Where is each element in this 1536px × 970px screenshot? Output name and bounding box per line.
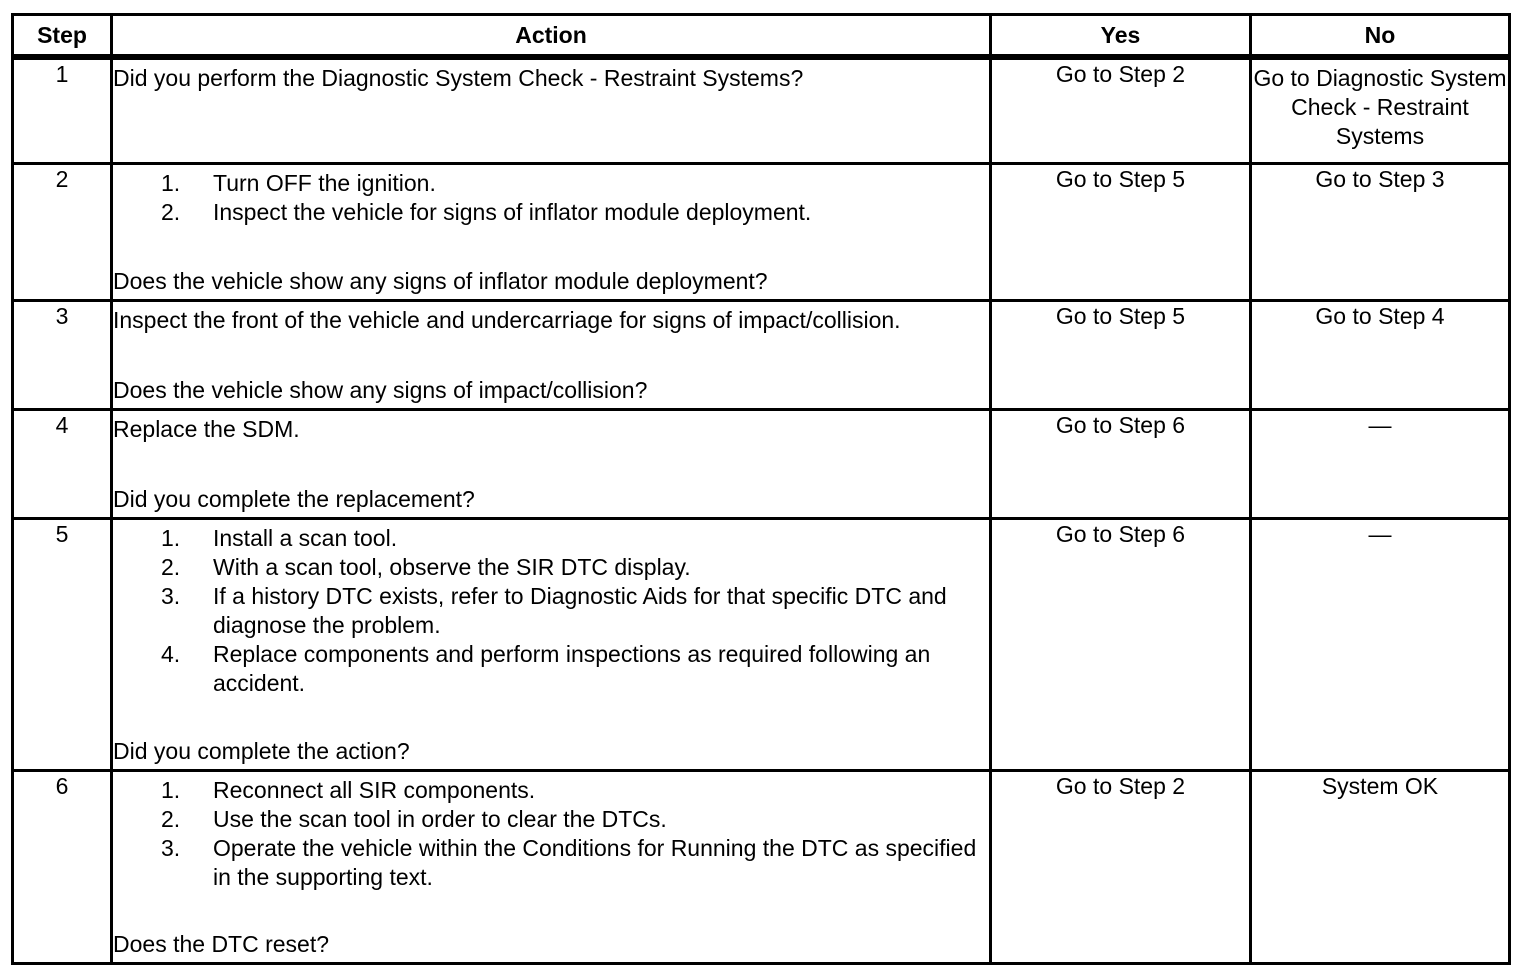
- action-cell: [110, 769, 989, 965]
- table-row: [11, 517, 1511, 769]
- no-cell: Go to Diagnostic System Check - Restraint Systems: [1249, 57, 1511, 162]
- action-cell: [110, 162, 989, 299]
- question-text: Did you complete the replacement?: [113, 486, 475, 512]
- list-item: [113, 805, 989, 834]
- item-text: Replace components and perform inspections as required following an accident.: [213, 641, 931, 696]
- item-text: Inspect the vehicle for signs of inflator module deployment.: [213, 199, 812, 225]
- yes-cell: Go to Step 6: [989, 408, 1249, 517]
- item-text: With a scan tool, observe the SIR DTC display.: [213, 554, 691, 580]
- item-text: If a history DTC exists, refer to Diagnostic Aids for that specific DTC and diagnose the problem.: [213, 583, 947, 638]
- action-text: Replace the SDM.: [113, 416, 300, 442]
- step-number: 4: [11, 408, 110, 517]
- question-text: Does the vehicle show any signs of impact/collision?: [113, 377, 648, 403]
- item-text: Operate the vehicle within the Conditions for Running the DTC as specified in the supporting text.: [213, 835, 977, 890]
- list-item: [113, 776, 989, 805]
- item-number: 3.: [161, 583, 181, 609]
- action-cell: [110, 517, 989, 769]
- yes-cell: Go to Step 2: [989, 57, 1249, 162]
- step-number: 6: [11, 769, 110, 965]
- item-number: 1.: [161, 777, 181, 803]
- item-number: 3.: [161, 835, 181, 861]
- item-number: 1.: [161, 170, 181, 196]
- step-number: 2: [11, 162, 110, 299]
- dash-mark: —: [1368, 521, 1392, 547]
- header-row: [11, 13, 1511, 57]
- yes-cell: Go to Step 5: [989, 162, 1249, 299]
- action-cell: [110, 57, 989, 162]
- item-text: Reconnect all SIR components.: [213, 777, 536, 803]
- table-row: [11, 769, 1511, 965]
- yes-cell: Go to Step 2: [989, 769, 1249, 965]
- instruction-list: [113, 524, 989, 698]
- item-text: Turn OFF the ignition.: [213, 170, 436, 196]
- list-item: [113, 640, 989, 698]
- item-number: 2.: [161, 554, 181, 580]
- list-item: [113, 524, 989, 553]
- header-no: No: [1249, 13, 1511, 57]
- yes-cell: Go to Step 6: [989, 517, 1249, 769]
- list-item: [113, 198, 989, 227]
- question-text: Did you complete the action?: [113, 738, 410, 764]
- item-text: Use the scan tool in order to clear the DTCs.: [213, 806, 667, 832]
- instruction-list: [113, 169, 989, 227]
- no-cell: [1249, 517, 1511, 769]
- action-cell: [110, 299, 989, 408]
- action-cell: [110, 408, 989, 517]
- item-number: 2.: [161, 806, 181, 832]
- action-text: Did you perform the Diagnostic System Check - Restraint Systems?: [113, 65, 804, 91]
- table-row: [11, 162, 1511, 299]
- item-text: Install a scan tool.: [213, 525, 398, 551]
- instruction-list: [113, 776, 989, 892]
- question-text: Does the DTC reset?: [113, 931, 330, 957]
- table-row: [11, 57, 1511, 162]
- item-number: 1.: [161, 525, 181, 551]
- step-number: 3: [11, 299, 110, 408]
- yes-cell: Go to Step 5: [989, 299, 1249, 408]
- item-number: 2.: [161, 199, 181, 225]
- no-cell: [1249, 408, 1511, 517]
- list-item: [113, 169, 989, 198]
- list-item: [113, 582, 989, 640]
- header-step: Step: [11, 13, 110, 57]
- table-row: [11, 299, 1511, 408]
- diagnostic-table: [11, 13, 1511, 965]
- header-yes: Yes: [989, 13, 1249, 57]
- step-number: 1: [11, 57, 110, 162]
- dash-mark: —: [1368, 412, 1392, 438]
- item-number: 4.: [161, 641, 181, 667]
- question-text: Does the vehicle show any signs of inflator module deployment?: [113, 268, 768, 294]
- no-cell: Go to Step 4: [1249, 299, 1511, 408]
- table-row: [11, 408, 1511, 517]
- action-text: Inspect the front of the vehicle and undercarriage for signs of impact/collision.: [113, 307, 901, 333]
- list-item: [113, 834, 989, 892]
- header-action: Action: [110, 13, 989, 57]
- list-item: [113, 553, 989, 582]
- no-cell: System OK: [1249, 769, 1511, 965]
- step-number: 5: [11, 517, 110, 769]
- no-cell: Go to Step 3: [1249, 162, 1511, 299]
